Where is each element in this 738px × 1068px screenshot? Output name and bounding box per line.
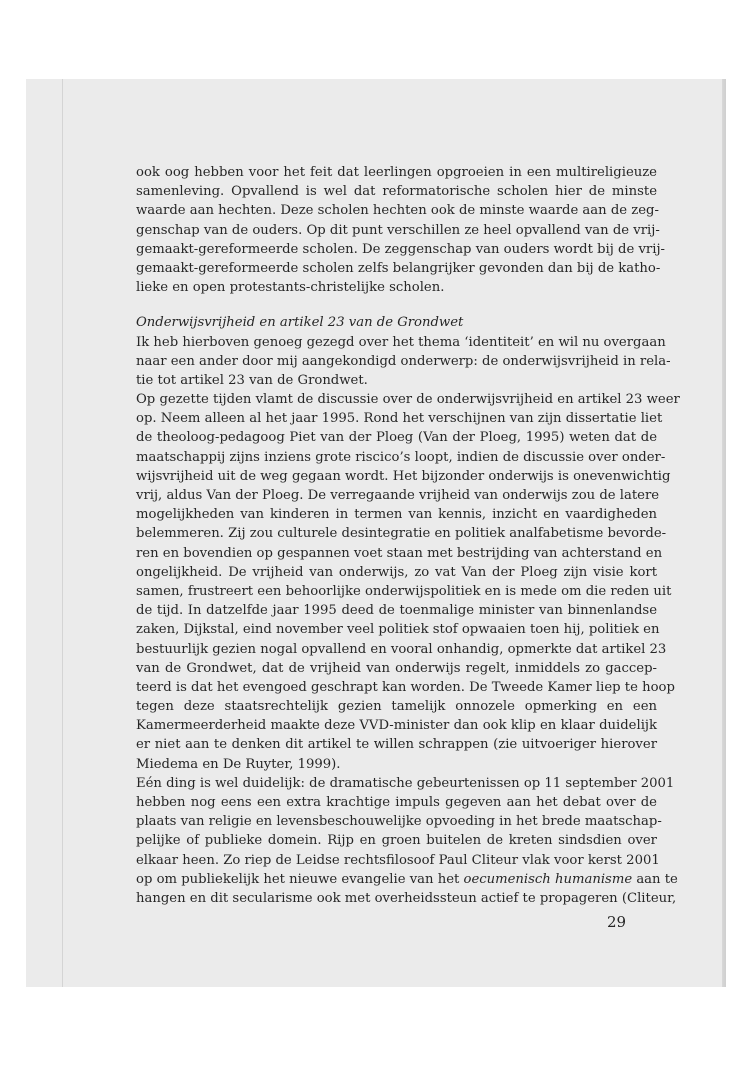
text-line <box>136 870 678 889</box>
text-line: hangen en dit secularisme ook met overheidssteun actief te propageren (Cliteur, <box>136 890 677 906</box>
body-text <box>136 163 680 908</box>
text-line: gemaakt-gereformeerde scholen zelfs belangrijker gevonden dan bij de katho- <box>136 260 661 276</box>
section-gap <box>136 297 657 313</box>
text-line: de theoloog-pedagoog Piet van der Ploeg (Van der Ploeg, 1995) weten dat de <box>136 430 657 446</box>
text-line: Op gezette tijden vlamt de discussie over de onderwijsvrijheid en artikel 23 weer <box>136 392 680 408</box>
text-run: op om publiekelijk het nieuwe evangelie van het <box>136 871 464 887</box>
text-line: tie tot artikel 23 van de Grondwet. <box>136 372 368 388</box>
text-line: mogelijkheden van kinderen in termen van kennis, inzicht en vaardigheden <box>136 507 657 523</box>
page-edge <box>722 79 726 987</box>
text-line: ren en bovendien op gespannen voet staan met bestrijding van achterstand en <box>136 545 663 561</box>
text-line: naar een ander door mij aangekondigd onderwerp: de onderwijsvrijheid in rela- <box>136 353 671 369</box>
text-line: zaken, Dijkstal, eind november veel politiek stof opwaaien toen hij, politiek en <box>136 622 660 638</box>
text-line: waarde aan hechten. Deze scholen hechten ook de minste waarde aan de zeg- <box>136 203 659 219</box>
text-line: de tijd. In datzelfde jaar 1995 deed de toenmalige minister van binnenlandse <box>136 603 657 619</box>
text-line: samen, frustreert een behoorlijke onderwijspolitiek en is mede om die reden uit <box>136 583 672 599</box>
text-run: aan te <box>632 871 678 887</box>
paragraph-intro <box>136 333 671 391</box>
paragraph-september-2001 <box>136 774 678 908</box>
text-line: teerd is dat het evengoed geschrapt kan worden. De Tweede Kamer liep te hoop <box>136 679 675 695</box>
section-heading: Onderwijsvrijheid en artikel 23 van de Grondwet <box>136 315 464 331</box>
text-line: Eén ding is wel duidelijk: de dramatische gebeurtenissen op 11 september 2001 <box>136 775 675 791</box>
text-line: vrij, aldus Van der Ploeg. De verregaande vrijheid van onderwijs zou de latere <box>136 488 660 503</box>
text-line: van de Grondwet, dat de vrijheid van onderwijs regelt, inmiddels zo gaccep- <box>136 660 657 676</box>
text-line: hebben nog eens een extra krachtige impuls gegeven aan het debat over de <box>136 795 657 810</box>
text-line: tegen deze staatsrechtelijk gezien tamelijk onnozele opmerking en een <box>136 699 657 715</box>
book-page <box>26 79 726 987</box>
paragraph-onderwijsvrijheid <box>136 390 680 774</box>
emphasis-term: oecumenisch humanisme <box>463 871 633 887</box>
text-line: plaats van religie en levensbeschouwelijke opvoeding in het brede maatschap- <box>136 814 662 830</box>
text-line: pelijke of publieke domein. Rijp en groen buitelen de kreten sindsdien over <box>136 833 657 849</box>
text-line: maatschappij zijns inziens grote riscico’s loopt, indien de discussie over onder- <box>136 449 666 465</box>
text-line: ook oog hebben voor het feit dat leerlingen opgroeien in een multireligieuze <box>136 165 657 180</box>
text-line: wijsvrijheid uit de weg gegaan wordt. Het bijzonder onderwijs is onevenwichtig <box>136 468 671 484</box>
text-line: ongelijkheid. De vrijheid van onderwijs, zo vat Van der Ploeg zijn visie kort <box>136 564 657 580</box>
text-line: Kamermeerderheid maakte deze VVD-minister dan ook klip en klaar duidelijk <box>136 718 657 734</box>
page-number: 29 <box>607 913 627 931</box>
text-line: Miedema en De Ruyter, 1999). <box>136 756 341 772</box>
text-line: genschap van de ouders. Op dit punt verschillen ze heel opvallend van de vrij- <box>136 222 660 238</box>
paragraph-identiteit <box>136 163 665 297</box>
text-line: er niet aan te denken dit artikel te willen schrappen (zie uitvoeriger hierover <box>136 737 657 753</box>
text-line: lieke en open protestants-christelijke scholen. <box>136 280 445 296</box>
text-line: samenleving. Opvallend is wel dat reformatorische scholen hier de minste <box>136 184 657 200</box>
text-line: Ik heb hierboven genoeg gezegd over het thema ‘identiteit’ en wil nu overgaan <box>136 334 666 350</box>
text-line: bestuurlijk gezien nogal opvallend en vooral onhandig, opmerkte dat artikel 23 <box>136 641 667 657</box>
text-line: elkaar heen. Zo riep de Leidse rechtsfilosoof Paul Cliteur vlak voor kerst 2001 <box>136 852 660 868</box>
text-line: belemmeren. Zij zou culturele desintegratie en politiek analfabetisme bevorde- <box>136 526 667 542</box>
page-gutter <box>62 79 63 987</box>
text-line: op. Neem alleen al het jaar 1995. Rond het verschijnen van zijn dissertatie liet <box>136 411 663 427</box>
text-line: gemaakt-gereformeerde scholen. De zeggenschap van ouders wordt bij de vrij- <box>136 241 665 257</box>
